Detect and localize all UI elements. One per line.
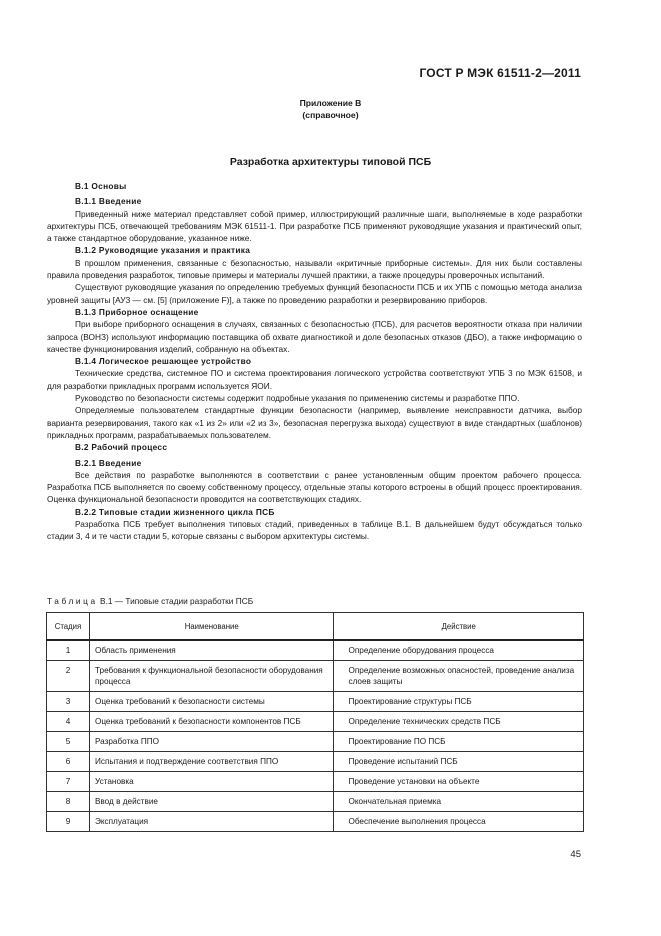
paragraph: Все действия по разработке выполняются в соответствии с ранее установленным общим проектом рабочего процесса. Разработка ПСБ выполняется по своему собственному процессу, отдельные этапы которого встроены в общий процесс проектирования. Оценка функциональной безопасности проводится на соответствующих стадиях. bbox=[47, 469, 582, 505]
row-name: Оценка требований к безопасности компонентов ПСБ bbox=[89, 712, 334, 732]
row-action: Проектирование ПО ПСБ bbox=[334, 732, 584, 752]
section-heading-b11: В.1.1 Введение bbox=[75, 196, 142, 207]
row-stage: 3 bbox=[47, 692, 90, 712]
table-row bbox=[47, 772, 584, 792]
page-number: 45 bbox=[570, 849, 581, 860]
paragraph: Приведенный ниже материал представляет собой пример, иллюстрирующий различные шаги, выполняемые в ходе разработки архитектуры ПСБ, отвечающей требованиям МЭК 61511-1. При разработке ПСБ применяют руководящие указания и практический опыт, а также стандартное оборудование, указанное ниже. bbox=[47, 208, 582, 244]
section-heading-b22: В.2.2 Типовые стадии жизненного цикла ПСБ bbox=[75, 506, 275, 517]
header-action: Действие bbox=[334, 613, 584, 641]
document-body bbox=[47, 180, 582, 543]
table-header-row bbox=[47, 613, 584, 641]
table-row bbox=[47, 792, 584, 812]
row-action: Проектирование структуры ПСБ bbox=[334, 692, 584, 712]
paragraph: В прошлом применения, связанные с безопасностью, называли «критичные приборные системы». Для них были составлены правила проведения разработок, типовые примеры и материалы лучшей практики, а также процедуры проверочных испытаний. bbox=[47, 257, 582, 281]
paragraph: Технические средства, системное ПО и система проектирования логического устройства соответствуют УПБ 3 по МЭК 61508, и для разработки прикладных программ используется ЯОИ. bbox=[47, 368, 582, 391]
row-name: Эксплуатация bbox=[89, 812, 334, 832]
row-action: Проведение установки на объекте bbox=[334, 772, 584, 792]
row-name: Установка bbox=[89, 772, 334, 792]
section-heading-b13: В.1.3 Приборное оснащение bbox=[75, 306, 199, 317]
table-row bbox=[47, 661, 584, 692]
row-name: Испытания и подтверждение соответствия ППО bbox=[89, 752, 334, 772]
row-stage: 2 bbox=[47, 661, 90, 692]
table-caption bbox=[47, 596, 253, 606]
row-name: Требования к функциональной безопасности оборудования процесса bbox=[89, 661, 334, 692]
row-name: Ввод в действие bbox=[89, 792, 334, 812]
section-heading-b21: В.2.1 Введение bbox=[75, 457, 142, 468]
row-name: Оценка требований к безопасности системы bbox=[89, 692, 334, 712]
row-stage: 1 bbox=[47, 640, 90, 661]
row-action: Обеспечение выполнения процесса bbox=[334, 812, 584, 832]
table-row bbox=[47, 732, 584, 752]
table-row bbox=[47, 640, 584, 661]
paragraph: Существуют руководящие указания по определению требуемых функций безопасности ПСБ и их УПБ с помощью метода анализа уровней защиты [АУЗ — см. [5] (приложение F)], а также по проведению разработки и резервированию приборов. bbox=[47, 282, 582, 305]
row-action: Определение возможных опасностей, проведение анализа слоев защиты bbox=[334, 661, 584, 692]
row-stage: 5 bbox=[47, 732, 90, 752]
row-stage: 6 bbox=[47, 752, 90, 772]
row-name: Область применения bbox=[89, 640, 334, 661]
row-action: Определение технических средств ПСБ bbox=[334, 712, 584, 732]
table-caption-word: Таблица bbox=[47, 596, 98, 606]
section-heading-b2: В.2 Рабочий процесс bbox=[75, 442, 168, 453]
paragraph: При выборе приборного оснащения в случаях, связанных с безопасностью (ПСБ), для расчетов вероятности отказа при наличии запроса (ВОНЗ) используют информацию поставщика об охвате диагностикой и доле безопасных отказов (ДБО), а также информацию о качестве функционирования изделий, собранную на объектах. bbox=[47, 319, 582, 354]
paragraph: Разработка ПСБ требует выполнения типовых стадий, приведенных в таблице В.1. В дальнейшем будут обсуждаться только стадии 3, 4 и те части стадии 5, которые связаны с выбором архитектуры системы. bbox=[47, 519, 582, 542]
table-row bbox=[47, 812, 584, 832]
table-row bbox=[47, 712, 584, 732]
standard-header: ГОСТ Р МЭК 61511-2—2011 bbox=[419, 66, 581, 80]
row-stage: 4 bbox=[47, 712, 90, 732]
paragraph: Руководство по безопасности системы содержит подробные указания по применению системы и разработке ППО. bbox=[75, 393, 520, 404]
row-action: Определение оборудования процесса bbox=[334, 640, 584, 661]
row-action: Окончательная приемка bbox=[334, 792, 584, 812]
row-stage: 8 bbox=[47, 792, 90, 812]
document-title: Разработка архитектуры типовой ПСБ bbox=[229, 156, 432, 168]
row-stage: 7 bbox=[47, 772, 90, 792]
section-heading-b14: В.1.4 Логическое решающее устройство bbox=[75, 356, 252, 367]
annex-type: (справочное) bbox=[302, 110, 359, 120]
table-row bbox=[47, 692, 584, 712]
row-action: Проведение испытаний ПСБ bbox=[334, 752, 584, 772]
section-heading-b12: В.1.2 Руководящие указания и практика bbox=[75, 245, 251, 256]
paragraph: Определяемые пользователем стандартные функции безопасности (например, выявление неисправности датчика, выбор варианта резервирования, такого как «1 из 2» или «2 из 3», безопасная перегрузка выхода) существуют в виде стандартных (шаблонов) прикладных программ, разрабатываемых пользователем. bbox=[47, 405, 582, 440]
header-stage: Стадия bbox=[47, 613, 90, 641]
annex-title: Приложение В bbox=[299, 98, 362, 108]
table-caption-text: В.1 — Типовые стадии разработки ПСБ bbox=[97, 596, 254, 606]
stages-table bbox=[46, 612, 584, 832]
row-name: Разработка ППО bbox=[89, 732, 334, 752]
table-row bbox=[47, 752, 584, 772]
section-heading-b1: В.1 Основы bbox=[75, 181, 127, 191]
row-stage: 9 bbox=[47, 812, 90, 832]
header-name: Наименование bbox=[89, 613, 334, 641]
